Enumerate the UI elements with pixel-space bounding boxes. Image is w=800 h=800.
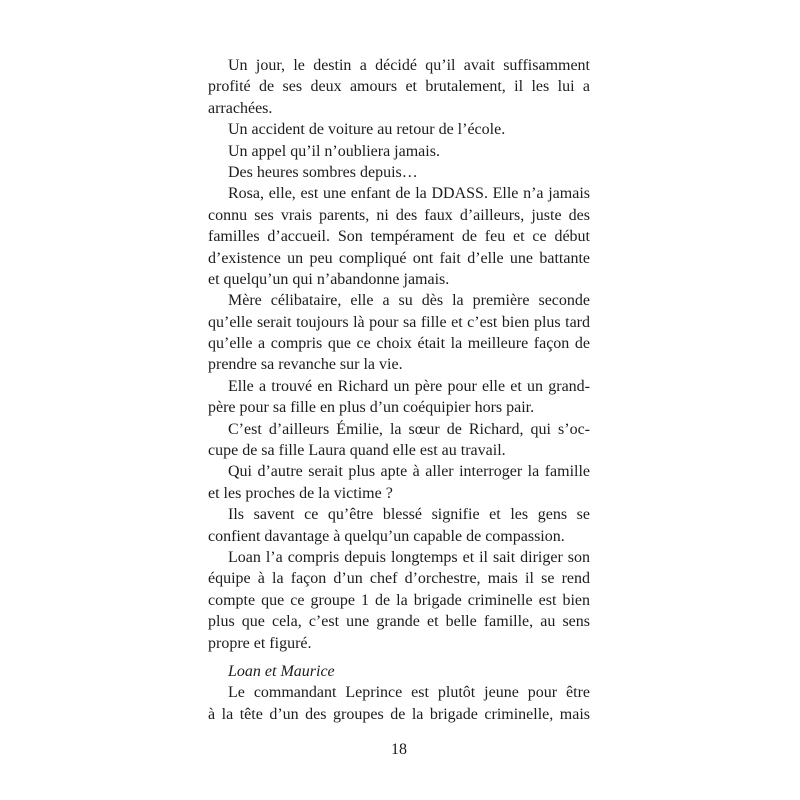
text-line: Loan l’a compris depuis longtemps et il sait diriger son: [228, 548, 590, 566]
text-line: et quelqu’un qui n’abandonne jamais.: [208, 270, 450, 288]
paragraph: [208, 419, 590, 462]
text-line: Un appel qu’il n’oubliera jamais.: [228, 142, 440, 160]
text-line: Mère célibataire, elle a su dès la première seconde: [228, 292, 590, 310]
text-line: Elle a trouvé en Richard un père pour elle et un grand-: [228, 377, 590, 395]
text-line: qu’elle serait toujours là pour sa fille et c’est bien plus tard: [208, 313, 590, 331]
text-line: cupe de sa fille Laura quand elle est au travail.: [208, 442, 506, 460]
text-line: Un jour, le destin a décidé qu’il avait suffisamment: [228, 57, 590, 74]
paragraph: [208, 461, 590, 504]
paragraph: [208, 141, 590, 162]
text-line: père pour sa fille en plus d’un coéquipier hors pair.: [208, 399, 535, 417]
text-line: connu ses vrais parents, ni des faux d’ailleurs, juste des: [208, 206, 590, 224]
text-line: équipe à la façon d’un chef d’orchestre, mais il se rend: [208, 570, 590, 588]
text-line: Des heures sombres depuis…: [228, 163, 418, 181]
paragraph: [208, 504, 590, 547]
text-line: et les proches de la victime ?: [208, 484, 393, 502]
text-line: à la tête d’un des groupes de la brigade criminelle, mais: [208, 705, 590, 723]
paragraph: [208, 376, 590, 419]
text-line: profité de ses deux amours et brutalement, il les lui a: [208, 78, 590, 96]
text-line: arrachées.: [208, 99, 273, 117]
text-line: Rosa, elle, est une enfant de la DDASS. Elle n’a jamais: [228, 185, 590, 203]
paragraph: [208, 55, 590, 119]
text-line: prendre sa revanche sur la vie.: [208, 356, 403, 374]
page-number: 18: [391, 741, 407, 758]
paragraph: [208, 162, 590, 183]
paragraph: [208, 682, 590, 725]
text-line: compte que ce groupe 1 de la brigade criminelle est bien: [208, 591, 590, 609]
text-line: plus que cela, c’est une grande et belle famille, au sens: [208, 613, 590, 631]
text-line: Ils savent ce qu’être blessé signifie et les gens se: [228, 506, 590, 524]
page-body: [208, 55, 590, 725]
paragraph: [208, 547, 590, 654]
section-heading: Loan et Maurice: [228, 662, 335, 680]
paragraph: [208, 183, 590, 290]
paragraph: [208, 290, 590, 376]
text-line: Qui d’autre serait plus apte à aller interroger la famille: [228, 463, 590, 481]
text-line: familles d’accueil. Son tempérament de feu et ce début: [208, 228, 590, 246]
text-line: qu’elle a compris que ce choix était la meilleure façon de: [208, 335, 590, 353]
text-line: Le commandant Leprince est plutôt jeune pour être: [228, 684, 590, 702]
paragraph: [208, 119, 590, 140]
text-line: confient davantage à quelqu’un capable de compassion.: [208, 527, 565, 545]
text-line: Un accident de voiture au retour de l’école.: [228, 121, 506, 139]
text-line: propre et figuré.: [208, 634, 312, 652]
text-line: C’est d’ailleurs Émilie, la sœur de Richard, qui s’oc-: [228, 420, 590, 438]
text-line: d’existence un peu compliqué ont fait d’elle une battante: [208, 249, 590, 267]
